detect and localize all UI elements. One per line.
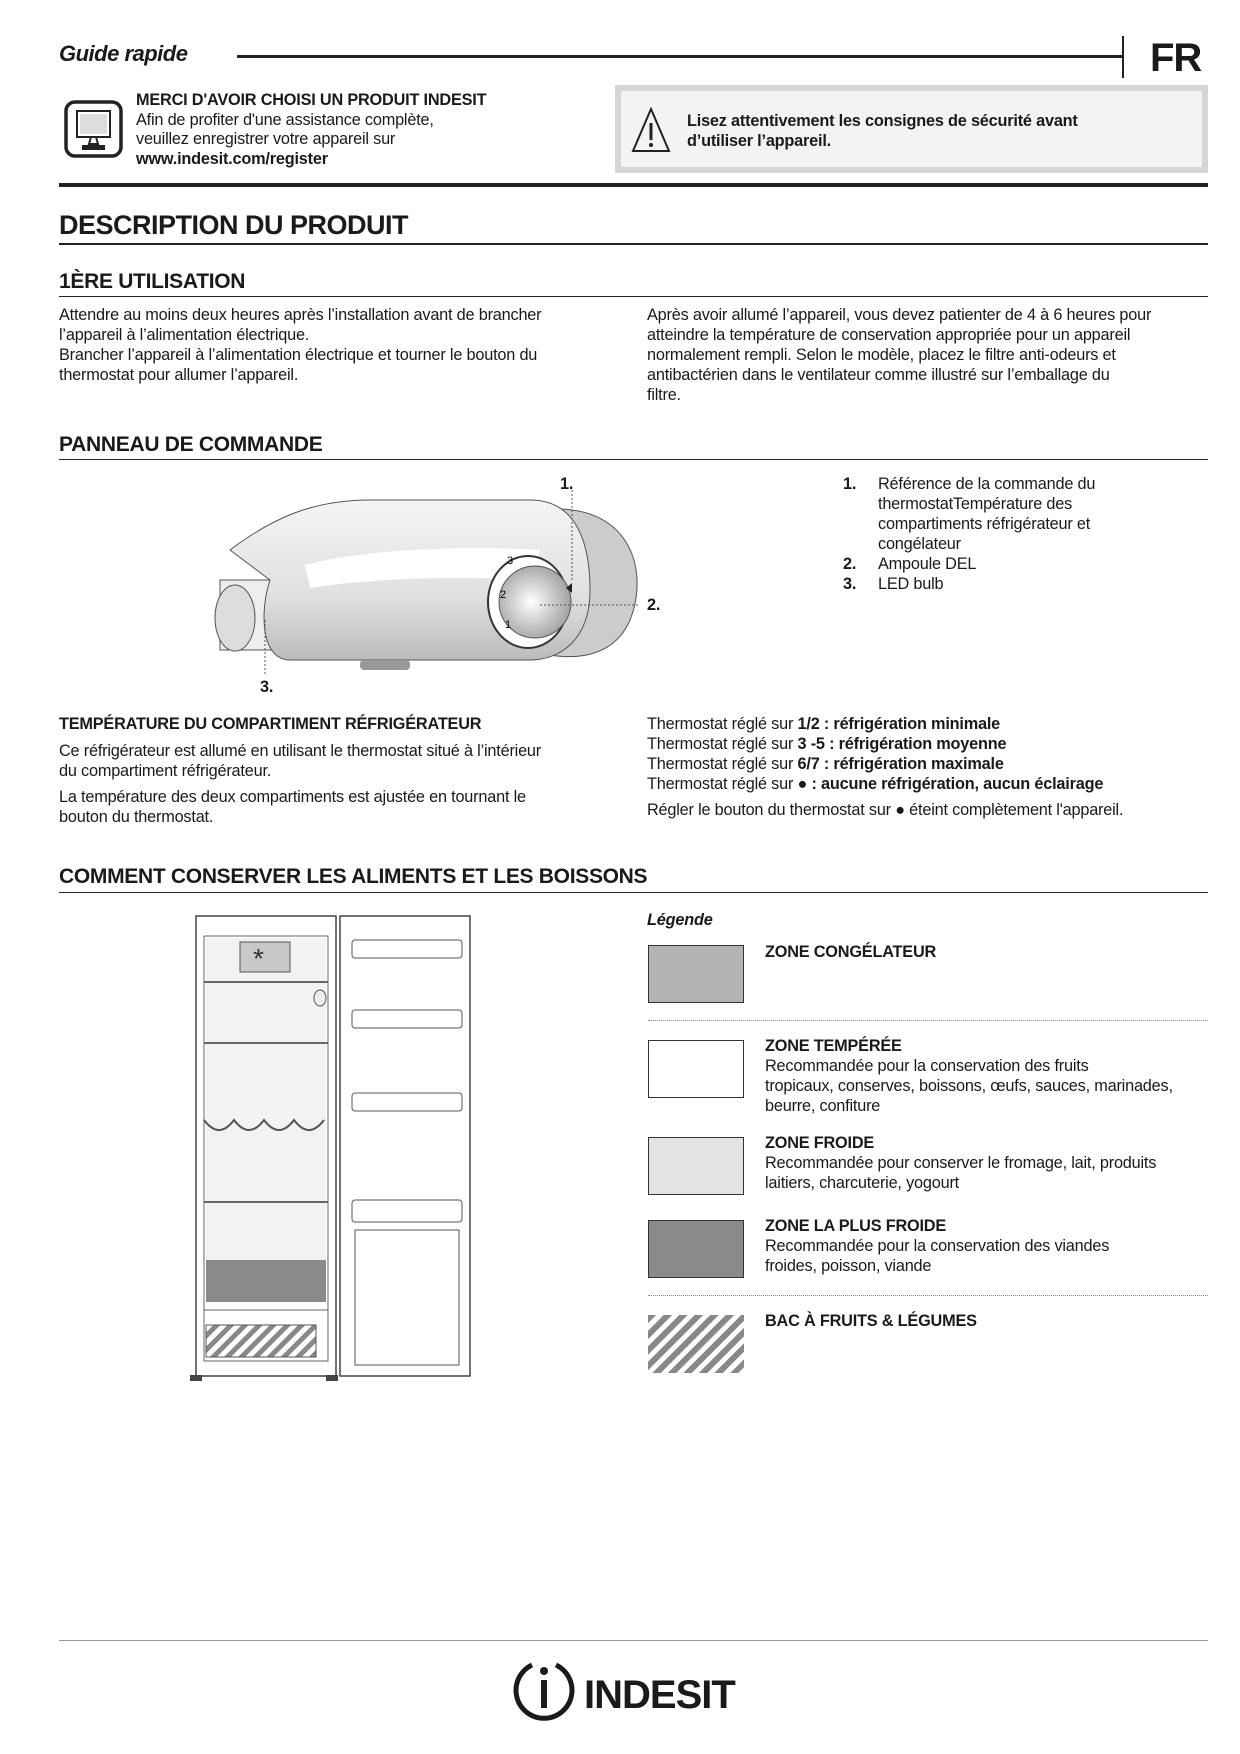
register-link[interactable]: www.indesit.com/register <box>136 149 328 168</box>
header-line <box>237 55 1122 58</box>
header-divider <box>1122 36 1124 78</box>
text-line: Ce réfrigérateur est allumé en utilisant le thermostat situé à l’intérieur <box>59 742 542 760</box>
text-line: congélateur <box>878 535 961 553</box>
dial-number: 2 <box>500 589 507 601</box>
section-heading: COMMENT CONSERVER LES ALIMENTS ET LES BOISSONS <box>59 865 648 888</box>
text-line: Ampoule DEL <box>878 555 977 573</box>
divider <box>59 892 1208 893</box>
item-number: 2. <box>843 555 857 573</box>
zone-desc: beurre, confiture <box>765 1097 881 1115</box>
swatch-crisper <box>648 1315 744 1373</box>
setting-line: Thermostat réglé sur 1/2 : réfrigération minimale <box>647 715 1001 733</box>
zone-name: ZONE CONGÉLATEUR <box>765 943 937 961</box>
text-line: thermostat pour allumer l’appareil. <box>59 366 299 384</box>
zone-name: ZONE FROIDE <box>765 1134 875 1152</box>
safety-box <box>615 85 1208 173</box>
zone-desc: laitiers, charcuterie, yogourt <box>765 1174 959 1192</box>
swatch-temperate-zone <box>648 1040 744 1098</box>
subsection-heading: TEMPÉRATURE DU COMPARTIMENT RÉFRIGÉRATEUR <box>59 715 482 733</box>
swatch-freezer-zone <box>648 945 744 1003</box>
text-line: normalement rempli. Selon le modèle, placez le filtre anti-odeurs et <box>647 346 1116 364</box>
callout-3: 3. <box>260 678 274 696</box>
first-use-left <box>59 305 541 385</box>
text-line: compartiments réfrigérateur et <box>878 515 1091 533</box>
divider <box>59 459 1208 460</box>
svg-text:INDESIT: INDESIT <box>584 1673 735 1717</box>
callout-2: 2. <box>647 596 661 614</box>
divider <box>648 1020 1208 1021</box>
zone-desc: Recommandée pour la conservation des viandes <box>765 1237 1110 1255</box>
swatch-cold-zone <box>648 1137 744 1195</box>
dial-number: 3 <box>507 555 514 567</box>
divider <box>59 183 1208 187</box>
fridge-illustration <box>190 910 490 1390</box>
text-line: antibactérien dans le ventilateur comme illustré sur l’emballage du <box>647 366 1110 384</box>
dial-number: 1 <box>505 619 512 631</box>
item-number: 3. <box>843 575 857 593</box>
text-line: du compartiment réfrigérateur. <box>59 762 272 780</box>
setting-line: Thermostat réglé sur 6/7 : réfrigération maximale <box>647 755 1004 773</box>
zone-desc: froides, poisson, viande <box>765 1257 932 1275</box>
safety-text: d’utiliser l’appareil. <box>687 132 831 150</box>
panel-legend <box>843 474 1095 594</box>
divider <box>59 296 1208 297</box>
text-line: LED bulb <box>878 575 944 593</box>
zone-desc: Recommandée pour la conservation des fruits <box>765 1057 1089 1075</box>
text-line: thermostatTempérature des <box>878 495 1073 513</box>
svg-text:*: * <box>253 943 264 974</box>
warning-icon <box>631 107 671 158</box>
zone-name: BAC À FRUITS & LÉGUMES <box>765 1312 977 1330</box>
first-use-right <box>647 305 1151 405</box>
section-heading: 1ÈRE UTILISATION <box>59 270 246 293</box>
indesit-logo <box>510 1655 760 1725</box>
register-text: veuillez enregistrer votre appareil sur <box>136 130 396 148</box>
page-title: DESCRIPTION DU PRODUIT <box>59 210 409 240</box>
text-line: Attendre au moins deux heures après l’installation avant de brancher <box>59 306 542 324</box>
language-code: FR <box>1150 36 1202 80</box>
control-panel-illustration <box>210 470 680 700</box>
divider <box>59 243 1208 245</box>
callout-1: 1. <box>560 475 574 493</box>
register-heading: MERCI D'AVOIR CHOISI UN PRODUIT INDESIT <box>136 91 487 109</box>
zone-desc: Recommandée pour conserver le fromage, lait, produits <box>765 1154 1157 1172</box>
text-line: bouton du thermostat. <box>59 808 214 826</box>
text-line: atteindre la température de conservation appropriée pour un appareil <box>647 326 1131 344</box>
off-note: Régler le bouton du thermostat sur ● éteint complètement l'appareil. <box>647 801 1124 819</box>
divider <box>648 1295 1208 1296</box>
register-text: Afin de profiter d'une assistance complète, <box>136 110 434 129</box>
text-line: Référence de la commande du <box>878 475 1096 493</box>
zone-name: ZONE TEMPÉRÉE <box>765 1037 902 1055</box>
swatch-coldest-zone <box>648 1220 744 1278</box>
text-line: Brancher l’appareil à l’alimentation électrique et tourner le bouton du <box>59 346 538 364</box>
zone-name: ZONE LA PLUS FROIDE <box>765 1217 947 1235</box>
doc-title: Guide rapide <box>59 41 188 66</box>
section-heading: PANNEAU DE COMMANDE <box>59 433 323 456</box>
legend-title: Légende <box>647 911 713 929</box>
text-line: La température des deux compartiments est ajustée en tournant le <box>59 788 526 806</box>
safety-text: Lisez attentivement les consignes de sécurité avant <box>687 112 1078 130</box>
text-line: l’appareil à l’alimentation électrique. <box>59 326 310 344</box>
setting-line: Thermostat réglé sur ● : aucune réfrigération, aucun éclairage <box>647 775 1104 793</box>
setting-line: Thermostat réglé sur 3 -5 : réfrigération moyenne <box>647 735 1007 753</box>
computer-icon <box>64 100 123 158</box>
zone-desc: tropicaux, conserves, boissons, œufs, sauces, marinades, <box>765 1077 1173 1095</box>
footer-divider <box>59 1640 1208 1641</box>
text-line: filtre. <box>647 386 681 404</box>
item-number: 1. <box>843 475 857 493</box>
text-line: Après avoir allumé l’appareil, vous devez patienter de 4 à 6 heures pour <box>647 306 1152 324</box>
